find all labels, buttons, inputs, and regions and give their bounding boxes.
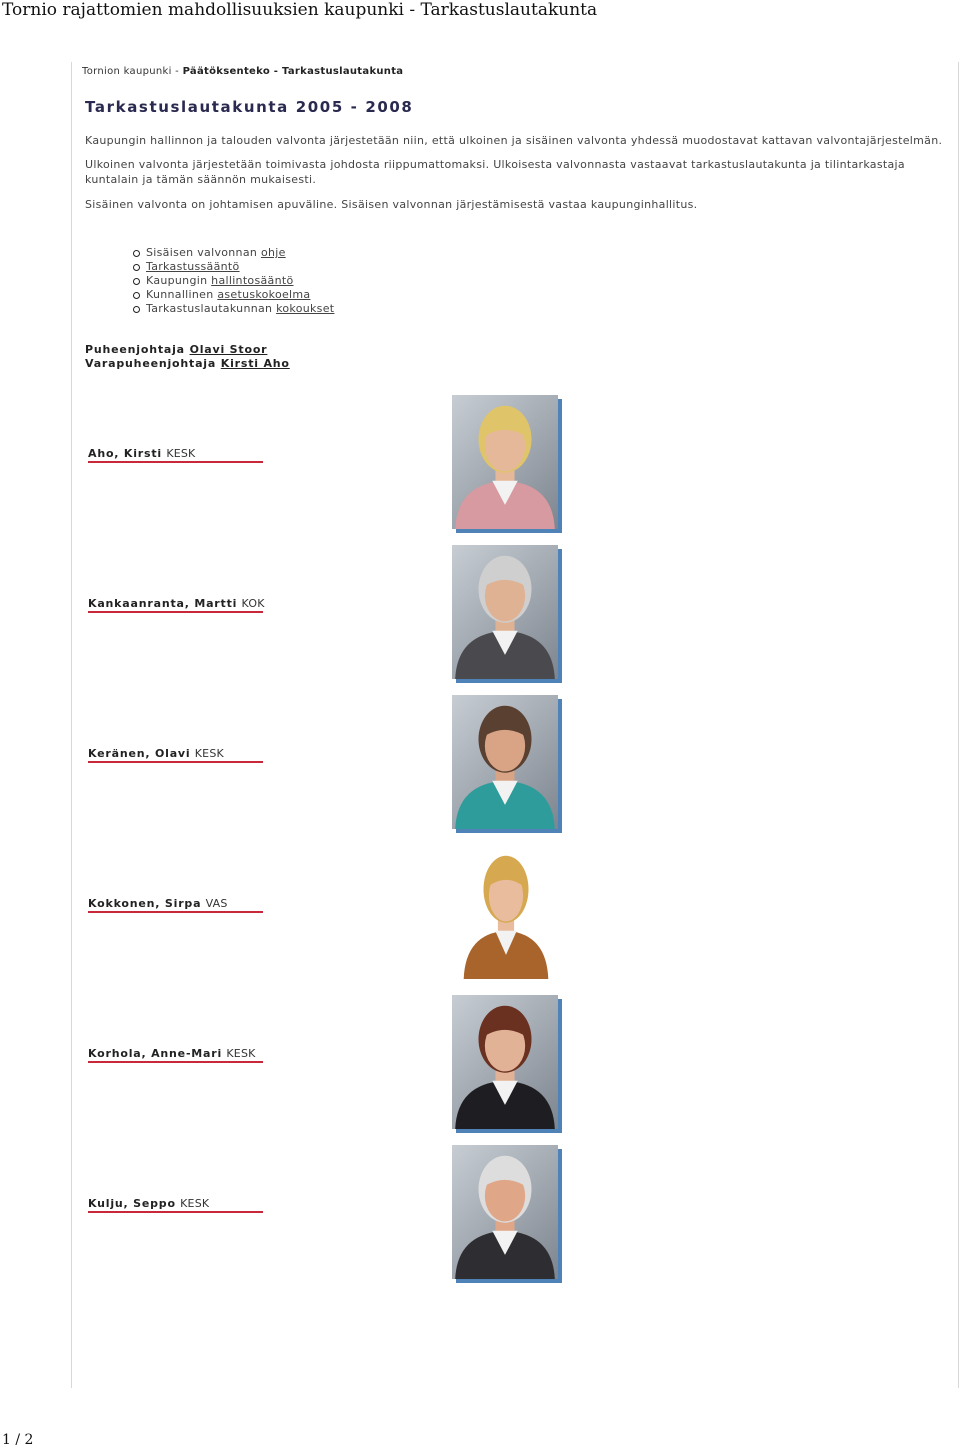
window-title: Tornio rajattomien mahdollisuuksien kaupunki - Tarkastuslautakunta xyxy=(2,0,598,20)
chairperson-line xyxy=(85,343,267,356)
breadcrumb-home[interactable]: Tornion kaupunki - xyxy=(82,66,183,77)
intro-paragraph: Kaupungin hallinnon ja talouden valvonta järjestetään niin, että ulkoinen ja sisäinen valvonta yhdessä muodostavat kattavan valvontajärjestelmän. xyxy=(85,134,943,147)
list-item: Tarkastuslautakunnan kokoukset xyxy=(133,302,334,316)
link-kokoukset[interactable]: kokoukset xyxy=(276,302,335,315)
internal-control-paragraph: Sisäinen valvonta on johtamisen apuväline. Sisäisen valvonnan järjestämisestä vastaa kaupunginhallitus. xyxy=(85,198,698,211)
link-hallintosaanto[interactable]: hallintosääntö xyxy=(211,274,294,287)
document-links-list xyxy=(133,246,334,316)
portrait-image xyxy=(452,695,558,829)
link-asetuskokoelma[interactable]: asetuskokoelma xyxy=(217,288,311,301)
page-title: Tarkastuslautakunta 2005 - 2008 xyxy=(85,98,414,116)
member-photo xyxy=(452,1145,558,1279)
member-name-label: Kankaanranta, Martti KOK xyxy=(88,597,263,613)
list-item: Kaupungin hallintosääntö xyxy=(133,274,334,288)
link-ohje[interactable]: ohje xyxy=(260,246,286,259)
member-photo xyxy=(452,395,558,529)
vice-chairperson-line xyxy=(85,357,290,370)
portrait-image xyxy=(461,845,551,979)
link-tarkastussaanto[interactable]: Tarkastussääntö xyxy=(146,260,240,273)
page-number: 1 / 2 xyxy=(2,1432,34,1448)
member-name-label: Kokkonen, Sirpa VAS xyxy=(88,897,263,913)
member-photo xyxy=(461,845,551,979)
vice-chair-role: Varapuheenjohtaja xyxy=(85,357,217,370)
member-name-label: Korhola, Anne-Mari KESK xyxy=(88,1047,263,1063)
breadcrumb xyxy=(82,66,403,77)
portrait-image xyxy=(452,545,558,679)
breadcrumb-current[interactable]: Päätöksenteko - Tarkastuslautakunta xyxy=(182,66,404,77)
member-name-label: Keränen, Olavi KESK xyxy=(88,747,263,763)
member-name-label: Kulju, Seppo KESK xyxy=(88,1197,263,1213)
chair-role: Puheenjohtaja xyxy=(85,343,185,356)
external-control-paragraph: Ulkoinen valvonta järjestetään toimivasta johdosta riippumattomaksi. Ulkoisesta valvonnasta vastaavat tarkastuslautakunta ja tilintarkastaja kuntalain ja tämän säännön mukaisesti. xyxy=(85,158,905,186)
member-name-label: Aho, Kirsti KESK xyxy=(88,447,263,463)
chair-name-link[interactable]: Olavi Stoor xyxy=(189,343,268,356)
portrait-image xyxy=(452,1145,558,1279)
member-photo xyxy=(452,545,558,679)
portrait-image xyxy=(452,395,558,529)
list-item: Kunnallinen asetuskokoelma xyxy=(133,288,334,302)
vice-chair-name-link[interactable]: Kirsti Aho xyxy=(220,357,290,370)
list-item: Sisäisen valvonnan ohje xyxy=(133,246,334,260)
list-item xyxy=(133,260,334,274)
portrait-image xyxy=(452,995,558,1129)
member-photo xyxy=(452,695,558,829)
member-photo xyxy=(452,995,558,1129)
